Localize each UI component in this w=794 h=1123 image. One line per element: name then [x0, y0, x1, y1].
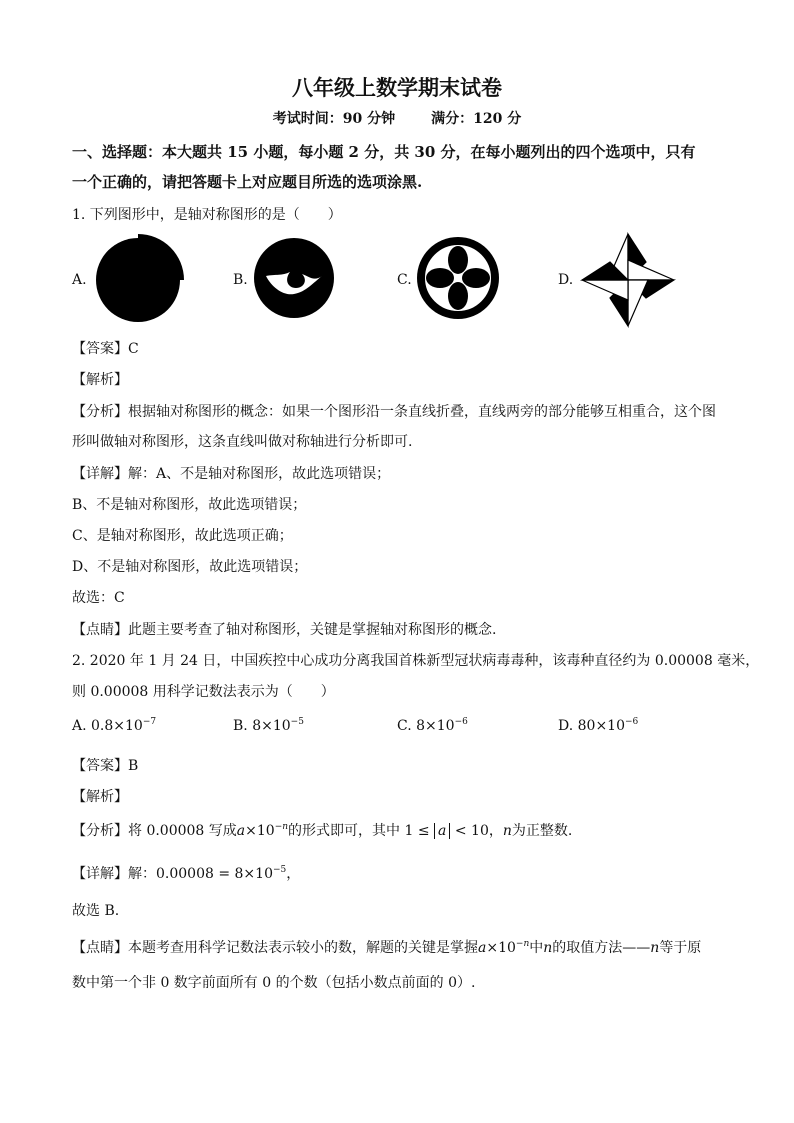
- q2-option-c-exp: −6: [454, 717, 468, 727]
- q2-detail-exp: −5: [272, 865, 287, 875]
- q2-option-b-base: 8×10: [252, 718, 291, 734]
- section-heading-line1: 一、选择题：本大题共 15 小题，每小题 2 分，共 30 分，在每小题列出的四个选项中，只有: [72, 143, 696, 161]
- q2-option-d-label: D.: [558, 718, 574, 734]
- q2-option-c: [397, 718, 468, 734]
- q1-option-c-label: C.: [397, 272, 412, 288]
- q2-option-d-base: 80×10: [577, 718, 625, 734]
- q1-detail-line2: B、不是轴对称图形，故此选项错误；: [72, 497, 307, 513]
- q2-fenxi-abs: a: [434, 823, 450, 839]
- q2-option-a-base: 0.8×10: [91, 718, 143, 734]
- pinwheel-figure-a: [90, 234, 186, 326]
- q2-option-b-exp: −5: [290, 717, 304, 727]
- q2-option-a-exp: −7: [142, 717, 157, 727]
- q2-option-d-exp: −6: [625, 717, 639, 727]
- q1-comment: 【点睛】此题主要考查了轴对称图形，关键是掌握轴对称图形的概念.: [72, 622, 497, 638]
- q2-stem-line2: 则 0.00008 用科学记数法表示为（ ）: [72, 684, 335, 700]
- q2-fenxi-exp: −n: [274, 822, 289, 832]
- q2-fenxi-times: ×10: [245, 823, 275, 839]
- q1-fenxi-line2: 形叫做轴对称图形，这条直线叫做对称轴进行分析即可.: [72, 434, 413, 450]
- q2-comment-mid: 中: [529, 940, 544, 956]
- q2-option-b: [233, 718, 304, 734]
- q1-analysis-label: 【解析】: [72, 372, 128, 388]
- page-title: 八年级上数学期末试卷: [292, 75, 502, 100]
- q2-option-c-label: C.: [397, 718, 412, 734]
- q2-comment-n2: n: [650, 940, 660, 956]
- q2-fenxi-n: n: [502, 823, 512, 839]
- q1-detail-line4: D、不是轴对称图形，故此选项错误；: [72, 559, 308, 575]
- q2-comment-post: 的取值方法——: [552, 940, 651, 956]
- q2-fenxi-mid: 的形式即可，其中: [288, 823, 401, 839]
- q2-detail-post: ，: [286, 866, 301, 882]
- q2-comment-n: n: [543, 940, 553, 956]
- q2-answer: 【答案】B: [72, 758, 139, 774]
- q2-option-a: [72, 718, 156, 734]
- q2-comment-exp: −n: [515, 939, 530, 949]
- q2-option-c-base: 8×10: [416, 718, 455, 734]
- q2-detail: [72, 863, 300, 883]
- q2-fenxi-post: 为正整数.: [511, 823, 573, 839]
- q1-answer: 【答案】C: [72, 341, 139, 357]
- q2-option-b-label: B.: [233, 718, 248, 734]
- q2-fenxi-a: a: [236, 823, 246, 839]
- q2-comment-times: ×10: [486, 940, 516, 956]
- q2-fenxi-ineq-right: < 10: [454, 823, 489, 839]
- q2-comment-line2: 数中第一个非 0 数字前面所有 0 的个数（包括小数点前面的 0）.: [72, 975, 476, 991]
- q2-stem-line1: 2. 2020 年 1 月 24 日，中国疾控中心成功分离我国首株新型冠状病毒毒种，该毒种直径约为 0.00008 毫米，: [72, 653, 760, 669]
- q2-comment-a: a: [478, 940, 487, 956]
- q2-choose: 故选 B.: [72, 903, 120, 919]
- exam-score: 满分：120 分: [431, 111, 522, 127]
- q2-option-d: [558, 718, 638, 734]
- q1-detail-line3: C、是轴对称图形，故此选项正确；: [72, 528, 293, 544]
- four-lobe-circle-figure-c: [416, 236, 500, 320]
- q1-stem: 1. 下列图形中，是轴对称图形的是（ ）: [72, 207, 342, 223]
- q2-detail-pre: 【详解】解：0.00008 = 8×10: [72, 866, 273, 882]
- exam-info: [0, 108, 794, 128]
- q1-fenxi-line1: 【分析】根据轴对称图形的概念：如果一个图形沿一条直线折叠，直线两旁的部分能够互相重合，这个图: [72, 404, 716, 420]
- q1-option-a-label: A.: [72, 272, 87, 288]
- q1-option-d-label: D.: [558, 272, 574, 288]
- q2-fenxi-pre: 【分析】将 0.00008 写成: [72, 823, 237, 839]
- triangle-pinwheel-figure-d: [580, 232, 676, 328]
- q1-option-b-label: B.: [233, 272, 248, 288]
- q2-comment-tail: 等于原: [659, 940, 702, 956]
- q2-fenxi: 【分析】将 0.00008 写成$a\times 10^{-n}$的形式即可，其中 1 ≤ a < 10，n为正整数.: [72, 822, 573, 839]
- q2-comment-pre: 【点睛】本题考查用科学记数法表示较小的数，解题的关键是掌握: [72, 940, 478, 956]
- section-heading-line2: 一个正确的，请把答题卡上对应题目所选的选项涂黑.: [72, 173, 423, 191]
- q1-choose: 故选：C: [72, 590, 125, 606]
- q2-comment-line1: [72, 937, 701, 957]
- exam-time: 考试时间：90 分钟: [272, 111, 396, 127]
- q2-fenxi-ineq-left: 1 ≤: [404, 823, 430, 839]
- q2-option-a-label: A.: [72, 718, 87, 734]
- q1-detail-line1: 【详解】解：A、不是轴对称图形，故此选项错误；: [72, 466, 391, 482]
- swirl-circle-figure-b: [252, 236, 336, 320]
- q2-analysis-label: 【解析】: [72, 789, 128, 805]
